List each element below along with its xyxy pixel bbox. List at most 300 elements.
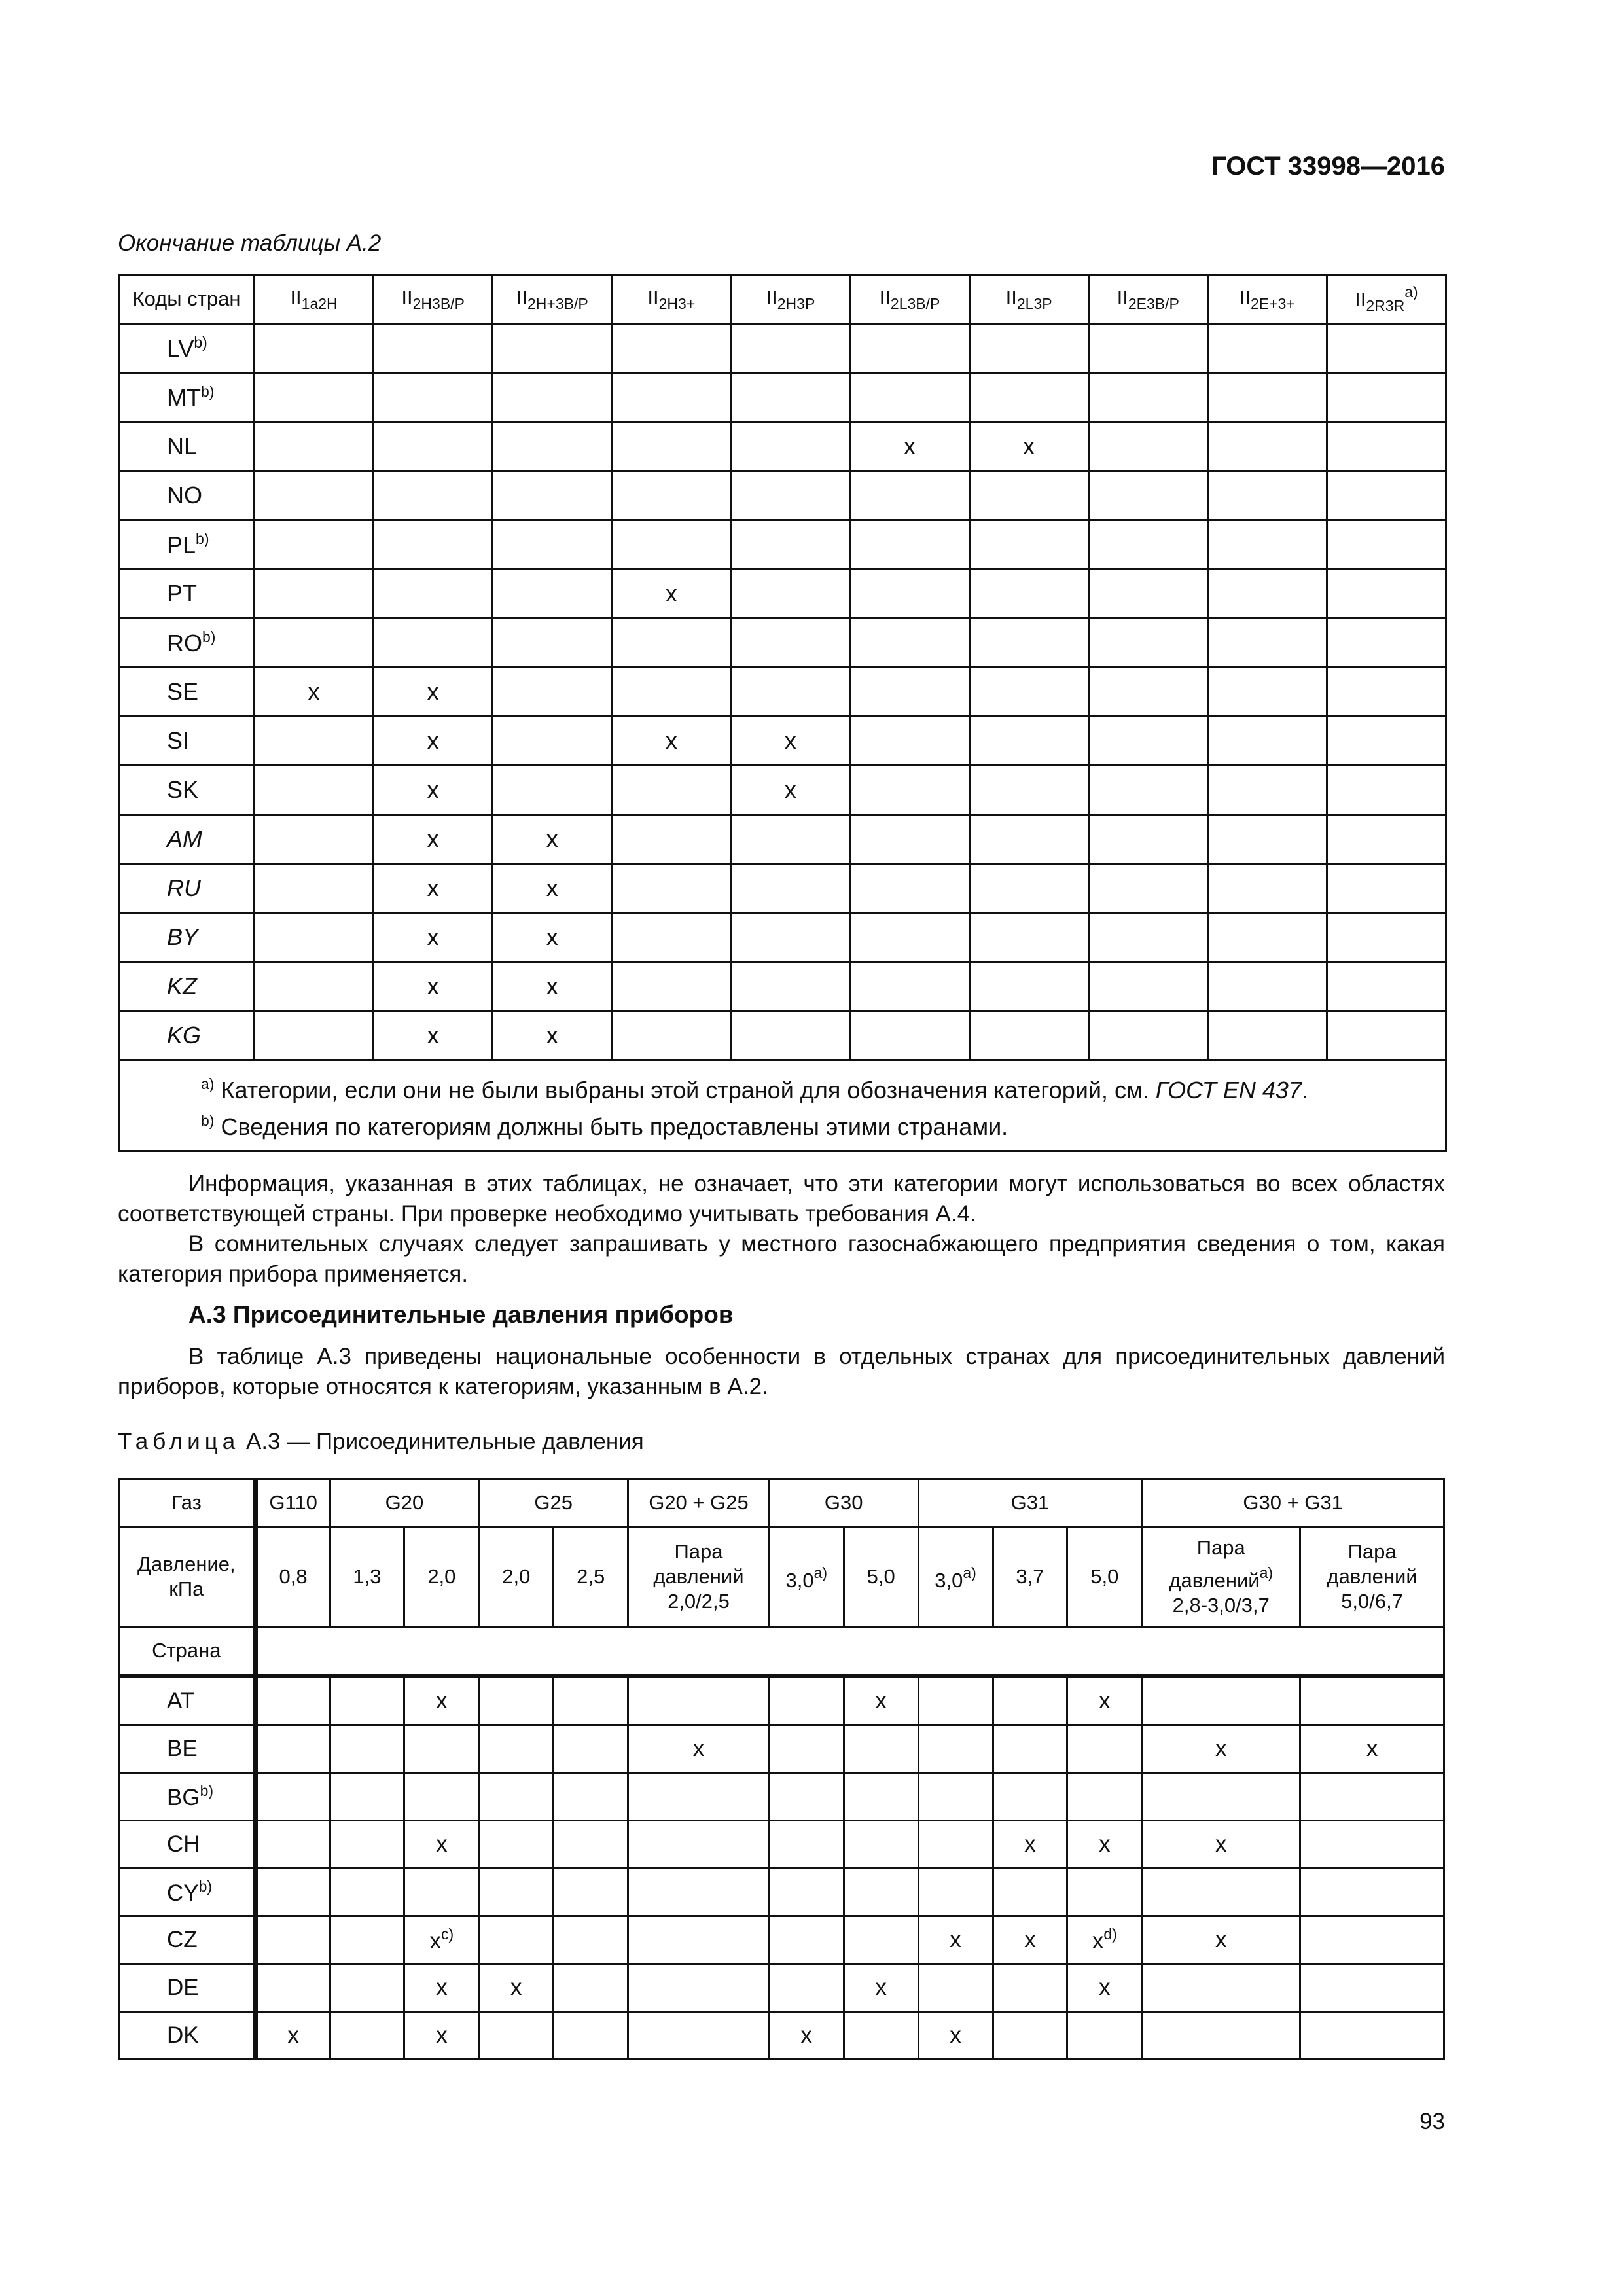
- country-code: DK: [167, 2022, 199, 2048]
- table-cell: [850, 324, 969, 373]
- pressure-value: [918, 1527, 993, 1627]
- table-a3-caption-prefix: Таблица: [118, 1429, 240, 1454]
- cell-mark: x: [665, 727, 677, 754]
- pressure-line: давлений: [1169, 1569, 1260, 1592]
- country-code: PL: [167, 531, 196, 558]
- table-cell: [1327, 324, 1446, 373]
- country-code: DE: [167, 1975, 199, 2000]
- table-cell: [850, 520, 969, 569]
- table-cell: [493, 864, 612, 913]
- table-cell: [479, 1964, 554, 2012]
- table-cell: [330, 1725, 404, 1773]
- table-cell: [628, 1916, 770, 1964]
- table-cell: [493, 1011, 612, 1060]
- table-a2-row: [119, 864, 1446, 913]
- category-base: II: [766, 285, 777, 309]
- table-cell: [612, 717, 731, 766]
- table-cell: [404, 1916, 479, 1964]
- table-cell: [374, 422, 493, 471]
- table-cell: [255, 766, 374, 815]
- table-cell: [850, 471, 969, 520]
- table-cell: [255, 1773, 330, 1821]
- country-code-cell: [119, 422, 255, 471]
- table-a3-caption: [118, 1429, 644, 1455]
- cell-mark: x: [1099, 1831, 1111, 1857]
- country-code: BE: [167, 1736, 198, 1761]
- country-code: SI: [167, 727, 190, 754]
- table-cell: [628, 1725, 770, 1773]
- cell-mark: x: [1099, 1975, 1111, 2000]
- table-cell: [493, 668, 612, 717]
- table-a2-row: [119, 668, 1446, 717]
- table-cell: [918, 1964, 993, 2012]
- table-cell: [628, 1773, 770, 1821]
- table-a3: [118, 1478, 1445, 2060]
- table-cell: [1327, 422, 1446, 471]
- table-cell: [493, 815, 612, 864]
- table-cell: [1088, 422, 1207, 471]
- table-cell: [1067, 1821, 1142, 1869]
- table-cell: [479, 1869, 554, 1916]
- table-cell: [255, 422, 374, 471]
- table-a2-row: [119, 471, 1446, 520]
- country-code-cell: [119, 668, 255, 717]
- table-cell: [374, 619, 493, 668]
- cell-mark: x: [692, 1736, 705, 1761]
- country-code-cell: [119, 1773, 256, 1821]
- table-cell: [330, 1773, 404, 1821]
- category-subscript: 2L3B/P: [890, 295, 940, 312]
- table-cell: [255, 962, 374, 1011]
- table-cell: [1207, 422, 1327, 471]
- table-cell: [844, 1869, 918, 1916]
- table-cell: [1067, 1916, 1142, 1964]
- table-cell: [255, 668, 374, 717]
- table-cell: [969, 569, 1088, 619]
- table-cell: [850, 815, 969, 864]
- pressure-line: 2,0: [502, 1565, 531, 1588]
- table-cell: [1088, 1011, 1207, 1060]
- cell-mark: x: [308, 678, 320, 705]
- table-cell: [1207, 324, 1327, 373]
- country-code: LV: [167, 335, 194, 362]
- country-code-cell: [119, 1676, 256, 1725]
- table-cell: [493, 520, 612, 569]
- cell-mark: x: [429, 1928, 442, 1954]
- footnote-mark: a): [813, 1564, 828, 1581]
- table-cell: [612, 913, 731, 962]
- table-cell: [993, 1869, 1067, 1916]
- table-cell: [969, 324, 1088, 373]
- table-cell: [969, 373, 1088, 422]
- table-cell: [479, 1821, 554, 1869]
- table-cell: [844, 1676, 918, 1725]
- country-code: KG: [167, 1022, 202, 1049]
- category-subscript: 2H3B/P: [412, 295, 465, 312]
- table-cell: [1327, 815, 1446, 864]
- table-cell: [969, 1011, 1088, 1060]
- country-code: MT: [167, 384, 201, 411]
- category-base: II: [647, 285, 659, 309]
- cell-mark: x: [427, 1022, 439, 1049]
- country-code-cell: [119, 815, 255, 864]
- cell-mark: x: [784, 776, 796, 803]
- table-cell: [731, 815, 850, 864]
- table-cell: [844, 1821, 918, 1869]
- table-cell: [731, 717, 850, 766]
- table-cell: [918, 1916, 993, 1964]
- footnote-mark: c): [441, 1926, 454, 1943]
- table-cell: [731, 520, 850, 569]
- country-code-cell: [119, 1964, 256, 2012]
- pressure-line: 0,8: [279, 1565, 308, 1588]
- category-subscript: 2H3+: [658, 295, 696, 312]
- table-cell: [479, 1916, 554, 1964]
- table-cell: [255, 569, 374, 619]
- table-cell: [1207, 520, 1327, 569]
- footnote-mark: a): [1259, 1564, 1274, 1581]
- table-a2-row: [119, 766, 1446, 815]
- table-cell: [1207, 766, 1327, 815]
- table-cell: [612, 373, 731, 422]
- table-cell: [479, 2012, 554, 2060]
- pressure-line: 5,0: [866, 1565, 895, 1588]
- gas-header: [330, 1479, 479, 1527]
- table-a2-row: [119, 422, 1446, 471]
- table-a2-row: [119, 913, 1446, 962]
- table-cell: [1327, 373, 1446, 422]
- table-cell: [1088, 913, 1207, 962]
- table-a2-notes-row: [119, 1060, 1446, 1151]
- table-cell: [493, 471, 612, 520]
- table-cell: [769, 1869, 844, 1916]
- pressure-line: Пара: [1347, 1540, 1397, 1563]
- cell-mark: x: [904, 433, 916, 459]
- pressure-line: 3,0: [935, 1569, 963, 1592]
- cell-mark: x: [427, 825, 439, 852]
- category-subscript: 1a2H: [301, 295, 338, 312]
- category-base: II: [1116, 285, 1128, 309]
- country-code: NO: [167, 482, 202, 509]
- table-cell: [330, 1676, 404, 1725]
- table-cell: [1142, 1676, 1300, 1725]
- country-code-cell: [119, 471, 255, 520]
- table-cell: [255, 471, 374, 520]
- table-cell: [628, 1676, 770, 1725]
- table-cell: [1207, 668, 1327, 717]
- table-cell: [1327, 471, 1446, 520]
- document-code: ГОСТ 33998—2016: [1211, 152, 1445, 181]
- note-text: Сведения по категориям должны быть предоставлены этими странами.: [221, 1113, 1008, 1140]
- table-cell: [850, 864, 969, 913]
- country-code: NL: [167, 433, 198, 459]
- country-code-cell: [119, 569, 255, 619]
- gas-header: [918, 1479, 1142, 1527]
- country-code: SE: [167, 678, 199, 705]
- table-cell: [255, 1725, 330, 1773]
- table-cell: [330, 1821, 404, 1869]
- footnote-mark: a): [1404, 283, 1418, 300]
- table-cell: [769, 1773, 844, 1821]
- cell-mark: x: [546, 973, 558, 999]
- category-base: II: [1355, 288, 1366, 311]
- table-cell: [554, 1821, 628, 1869]
- table-cell: [1088, 717, 1207, 766]
- table-cell: [255, 619, 374, 668]
- table-cell: [255, 324, 374, 373]
- pressure-line: 1,3: [353, 1565, 382, 1588]
- table-a3-row: [119, 1821, 1444, 1869]
- table-cell: [731, 569, 850, 619]
- table-cell: [1088, 962, 1207, 1011]
- table-cell: [1088, 619, 1207, 668]
- cell-mark: x: [427, 776, 439, 803]
- cell-mark: x: [546, 825, 558, 852]
- table-cell: [374, 668, 493, 717]
- table-cell: [969, 619, 1088, 668]
- table-cell: [554, 1869, 628, 1916]
- cell-mark: x: [546, 874, 558, 901]
- table-cell: [969, 962, 1088, 1011]
- table-cell: [918, 1821, 993, 1869]
- table-cell: [1088, 864, 1207, 913]
- table-cell: [255, 913, 374, 962]
- pressure-value: [769, 1527, 844, 1627]
- category-base: II: [401, 285, 413, 309]
- table-cell: [1207, 864, 1327, 913]
- table-cell: [255, 717, 374, 766]
- cell-mark: x: [427, 727, 439, 754]
- category-header: [493, 275, 612, 324]
- pressure-line: 2,8-3,0/3,7: [1172, 1594, 1270, 1617]
- cell-mark: x: [1099, 1688, 1111, 1713]
- table-cell: [493, 619, 612, 668]
- pressure-value: [1142, 1527, 1300, 1627]
- table-a3-row: [119, 1964, 1444, 2012]
- table-cell: [918, 1676, 993, 1725]
- cell-mark: x: [427, 678, 439, 705]
- country-code-cell: [119, 962, 255, 1011]
- pressure-value: [554, 1527, 628, 1627]
- note-reference: ГОСТ EN 437: [1155, 1077, 1302, 1103]
- table-cell: [628, 1821, 770, 1869]
- category-subscript: 2H+3B/P: [527, 295, 588, 312]
- category-base: II: [516, 285, 527, 309]
- pressure-value: [628, 1527, 770, 1627]
- cell-mark: x: [950, 2022, 961, 2048]
- cell-mark: x: [784, 727, 796, 754]
- table-cell: [844, 1725, 918, 1773]
- table-cell: [404, 1725, 479, 1773]
- table-cell: [1207, 717, 1327, 766]
- cell-mark: x: [436, 1688, 448, 1713]
- table-cell: [850, 668, 969, 717]
- cell-mark: x: [1024, 1927, 1036, 1952]
- table-cell: [374, 815, 493, 864]
- table-cell: [612, 815, 731, 864]
- table-cell: [554, 1725, 628, 1773]
- country-code: CY: [167, 1880, 199, 1906]
- table-cell: [1088, 324, 1207, 373]
- table-cell: [374, 1011, 493, 1060]
- country-code-cell: [119, 373, 255, 422]
- category-header: [1327, 275, 1446, 324]
- table-cell: [731, 864, 850, 913]
- table-cell: [969, 471, 1088, 520]
- table-cell: [255, 1011, 374, 1060]
- table-cell: [628, 1869, 770, 1916]
- table-cell: [918, 1725, 993, 1773]
- gas-name: G110: [269, 1491, 317, 1514]
- table-cell: [1327, 913, 1446, 962]
- cell-mark: x: [800, 2022, 812, 2048]
- table-cell: [769, 1676, 844, 1725]
- country-code-cell: [119, 864, 255, 913]
- country-code: AM: [167, 825, 202, 852]
- table-cell: [612, 1011, 731, 1060]
- table-a2-header-row: [119, 275, 1446, 324]
- table-cell: [1300, 2012, 1444, 2060]
- table-cell: [1207, 471, 1327, 520]
- table-cell: [850, 717, 969, 766]
- table-cell: [255, 1964, 330, 2012]
- table-cell: [918, 2012, 993, 2060]
- country-label: [119, 1627, 256, 1676]
- table-cell: [1067, 1964, 1142, 2012]
- gas-header: [255, 1479, 330, 1527]
- gas-header-row: [119, 1479, 1444, 1527]
- country-code-cell: [119, 1725, 256, 1773]
- category-header: [255, 275, 374, 324]
- table-cell: [850, 619, 969, 668]
- header-label: Страна: [152, 1639, 221, 1662]
- table-cell: [850, 766, 969, 815]
- table-cell: [554, 1916, 628, 1964]
- table-cell: [1300, 1964, 1444, 2012]
- table-a3-row: [119, 1676, 1444, 1725]
- cell-mark: x: [436, 2022, 448, 2048]
- table-a2: [118, 274, 1447, 1152]
- country-code: BY: [167, 924, 199, 950]
- cell-mark: x: [436, 1831, 448, 1857]
- table-cell: [969, 422, 1088, 471]
- table-notes: [119, 1060, 1446, 1151]
- table-cell: [374, 324, 493, 373]
- pressure-line: 3,0: [785, 1569, 814, 1592]
- gas-header: [479, 1479, 628, 1527]
- table-cell: [554, 1676, 628, 1725]
- cell-mark: x: [1024, 1831, 1036, 1857]
- gas-name: G30: [824, 1491, 863, 1514]
- country-header-blank: [255, 1627, 1444, 1676]
- table-a2-row: [119, 373, 1446, 422]
- country-code: CZ: [167, 1927, 198, 1952]
- table-cell: [493, 717, 612, 766]
- pressure-value: [1067, 1527, 1142, 1627]
- table-cell: [1088, 766, 1207, 815]
- table-cell: [255, 520, 374, 569]
- country-code: SK: [167, 776, 199, 803]
- table-cell: [1207, 913, 1327, 962]
- footnote-mark: b): [194, 334, 207, 351]
- pressure-line: 5,0: [1090, 1565, 1119, 1588]
- footnote-mark: b): [200, 383, 215, 400]
- cell-mark: x: [1023, 433, 1035, 459]
- table-a2-row: [119, 815, 1446, 864]
- gas-header: [769, 1479, 918, 1527]
- note-text: Категории, если они не были выбраны этой страной для обозначения категорий, см.: [221, 1077, 1149, 1103]
- table-a2-row: [119, 324, 1446, 373]
- table-cell: [374, 569, 493, 619]
- country-code-cell: [119, 1869, 256, 1916]
- cell-mark: x: [427, 874, 439, 901]
- header-label: Коды стран: [132, 287, 241, 310]
- table-cell: [493, 913, 612, 962]
- table-cell: [1300, 1773, 1444, 1821]
- pressure-line: 2,0/2,5: [668, 1590, 730, 1613]
- gas-name: G30 + G31: [1243, 1491, 1343, 1514]
- pressure-line: Пара: [1196, 1536, 1245, 1559]
- table-cell: [554, 1964, 628, 2012]
- country-code: KZ: [167, 973, 198, 999]
- cell-mark: x: [287, 2022, 299, 2048]
- table-a2-row: [119, 569, 1446, 619]
- pressure-line: 2,5: [577, 1565, 605, 1588]
- table-a3-row: [119, 2012, 1444, 2060]
- table-cell: [731, 471, 850, 520]
- country-code-cell: [119, 766, 255, 815]
- table-cell: [1207, 962, 1327, 1011]
- table-cell: [993, 1916, 1067, 1964]
- country-code-cell: [119, 913, 255, 962]
- cell-mark: x: [1366, 1736, 1378, 1761]
- table-cell: [993, 2012, 1067, 2060]
- table-cell: [993, 1821, 1067, 1869]
- table-a2-row: [119, 962, 1446, 1011]
- table-cell: [731, 913, 850, 962]
- section-a3-body: [118, 1342, 1445, 1402]
- paragraph-info: Информация, указанная в этих таблицах, не означает, что эти категории могут использоваться во всех областях соответствующей страны. При проверке необходимо учитывать требования А.4.: [118, 1171, 1445, 1227]
- country-code: RO: [167, 630, 202, 656]
- gas-header: [1142, 1479, 1444, 1527]
- cell-mark: x: [1092, 1928, 1104, 1954]
- table-cell: [330, 1916, 404, 1964]
- table-cell: [374, 520, 493, 569]
- table-cell: [612, 569, 731, 619]
- pressure-value: [479, 1527, 554, 1627]
- table-cell: [993, 1676, 1067, 1725]
- header-label: кПа: [169, 1577, 204, 1600]
- table-cell: [731, 1011, 850, 1060]
- table-cell: [1142, 1821, 1300, 1869]
- cell-mark: x: [510, 1975, 522, 2000]
- table-cell: [731, 766, 850, 815]
- table-cell: [330, 1869, 404, 1916]
- footnote-mark: a): [201, 1075, 215, 1092]
- country-code: PT: [167, 580, 198, 607]
- table-cell: [255, 373, 374, 422]
- table-cell: [330, 1964, 404, 2012]
- table-cell: [1327, 619, 1446, 668]
- country-header-row: [119, 1627, 1444, 1676]
- table-cell: [404, 2012, 479, 2060]
- category-header: [612, 275, 731, 324]
- table-cell: [918, 1869, 993, 1916]
- country-code-cell: [119, 520, 255, 569]
- note-a: $^{a)}$ Категории, если они не были выбраны этой страной для обозначения категорий, см. ГОСТ EN 437.: [201, 1075, 1308, 1103]
- table-cell: [969, 717, 1088, 766]
- table-cell: [255, 1821, 330, 1869]
